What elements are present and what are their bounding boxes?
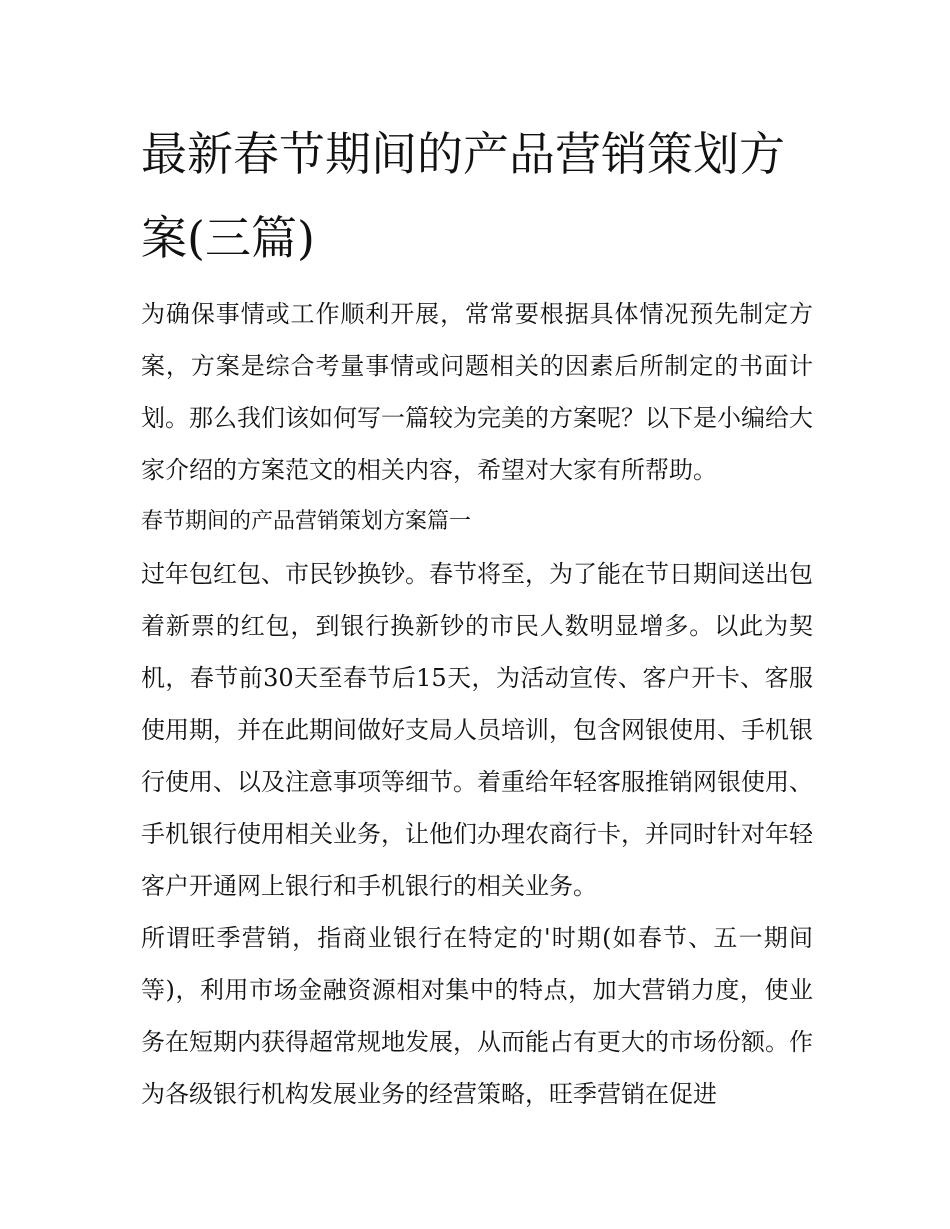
intro-paragraph: 为确保事情或工作顺利开展，常常要根据具体情况预先制定方案，方案是综合考量事情或问题相关的因素后所制定的书面计划。那么我们该如何写一篇较为完美的方案呢？以下是小编给大家介绍的方案范文的相关内容，希望对大家有所帮助。 <box>141 300 813 484</box>
section-heading: 春节期间的产品营销策划方案篇一 <box>141 509 472 534</box>
document-title: 最新春节期间的产品营销策划方案(三篇) <box>141 127 785 265</box>
document-page <box>141 112 813 1120</box>
body-paragraph-2: 所谓旺季营销，指商业银行在特定的'时期(如春节、五一期间等)，利用市场金融资源相对集中的特点，加大营销力度，使业务在短期内获得超常规地发展，从而能占有更大的市场份额。作为各级银行机构发展业务的经营策略，旺季营销在促进 <box>141 924 813 1108</box>
body-paragraph-1: 过年包红包、市民钞换钞。春节将至，为了能在节日期间送出包着新票的红包，到银行换新钞的市民人数明显增多。以此为契机，春节前30天至春节后15天，为活动宣传、客户开卡、客服使用期，并在此期间做好支局人员培训，包含网银使用、手机银行使用、以及注意事项等细节。着重给年轻客服推销网银使用、手机银行使用相关业务，让他们办理农商行卡，并同时针对年轻客户开通网上银行和手机银行的相关业务。 <box>141 560 813 900</box>
